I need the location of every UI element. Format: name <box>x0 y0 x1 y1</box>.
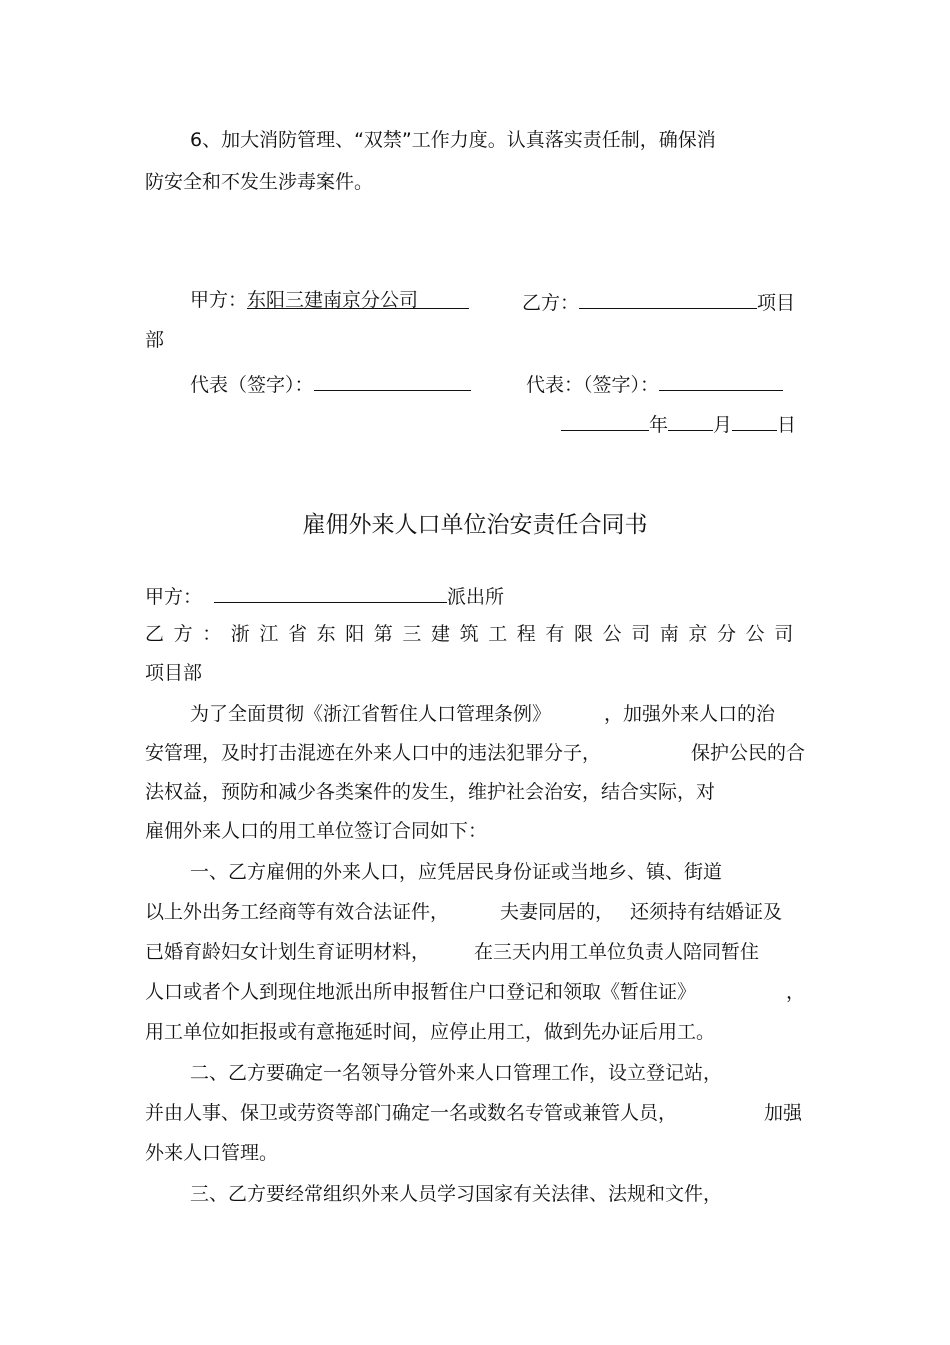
item-1-line-5: 用工单位如拒报或有意拖延时间，应停止用工，做到先办证后用工。 <box>145 1021 716 1043</box>
item-2-line-2b: 加强 <box>764 1102 803 1124</box>
intro-line-4: 雇佣外来人口的用工单位签订合同如下： <box>145 820 488 842</box>
intro-line-2b: 保护公民的合 <box>691 742 806 764</box>
contract-title: 雇佣外来人口单位治安责任合同书 <box>302 512 648 538</box>
rep-a-label: 代表（签字）： <box>190 374 314 396</box>
item-1-line-4a: 人口或者个人到现住地派出所申报暂住户口登记和领取《暂住证》 <box>145 981 697 1003</box>
day-blank <box>732 410 777 431</box>
party-a-label: 甲方： <box>190 289 248 311</box>
contract-party-a-label: 甲方： <box>145 586 203 608</box>
date-line <box>561 410 796 437</box>
rep-a-signature-blank <box>314 370 471 391</box>
month-blank <box>668 410 713 431</box>
party-b-suffix: 项目 <box>757 292 796 314</box>
item-1-line-2c: 还须持有结婚证及 <box>630 901 783 923</box>
party-b-wrap: 部 <box>145 329 165 351</box>
police-station-blank <box>214 582 447 603</box>
party-a-name-field <box>247 288 469 309</box>
item-1-line-4b: ， <box>786 981 806 1003</box>
contract-party-b-line-2: 项目部 <box>145 662 203 684</box>
party-a-name: 东阳三建南京分公司 <box>247 289 419 311</box>
rep-b-signature-blank <box>659 370 783 391</box>
year-blank <box>561 410 649 431</box>
item-1-line-2b: 夫妻同居的， <box>500 901 615 923</box>
item-1-line-1: 一、乙方雇佣的外来人口，应凭居民身份证或当地乡、镇、街道 <box>190 861 723 883</box>
item-2-line-3: 外来人口管理。 <box>145 1142 279 1164</box>
contract-party-a <box>145 582 504 609</box>
party-b-blank <box>579 288 757 309</box>
signature-party-b <box>522 288 795 315</box>
clause-6-line-2: 防安全和不发生涉毒案件。 <box>145 171 374 193</box>
clause-6-line-1: 6、加大消防管理、“双禁”工作力度。认真落实责任制，确保消 <box>190 129 716 151</box>
contract-party-a-suffix: 派出所 <box>447 586 505 608</box>
intro-line-3: 法权益，预防和减少各类案件的发生，维护社会治安，结合实际，对 <box>145 781 716 803</box>
intro-line-1b: ，加强外来人口的治 <box>604 703 776 725</box>
year-label: 年 <box>649 414 669 436</box>
item-3-line-1: 三、乙方要经常组织外来人员学习国家有关法律、法规和文件， <box>190 1183 723 1205</box>
intro-line-1a: 为了全面贯彻《浙江省暂住人口管理条例》 <box>190 703 552 725</box>
month-label: 月 <box>713 414 733 436</box>
contract-party-b-line-1: 乙方：浙江省东阳第三建筑工程有限公司南京分公司 <box>145 623 803 645</box>
party-b-label: 乙方： <box>522 292 580 314</box>
item-1-line-3b: 在三天内用工单位负责人陪同暂住 <box>474 941 760 963</box>
rep-b <box>526 370 783 397</box>
rep-b-label: 代表：（签字）： <box>526 374 660 396</box>
signature-party-a <box>190 288 469 312</box>
item-2-line-2a: 并由人事、保卫或劳资等部门确定一名或数名专管或兼管人员， <box>145 1102 678 1124</box>
item-1-line-3a: 已婚育龄妇女计划生育证明材料， <box>145 941 431 963</box>
item-1-line-2a: 以上外出务工经商等有效合法证件， <box>145 901 450 923</box>
day-label: 日 <box>777 414 797 436</box>
item-2-line-1: 二、乙方要确定一名领导分管外来人口管理工作，设立登记站， <box>190 1062 723 1084</box>
rep-a <box>190 370 471 397</box>
intro-line-2a: 安管理，及时打击混迹在外来人口中的违法犯罪分子， <box>145 742 602 764</box>
